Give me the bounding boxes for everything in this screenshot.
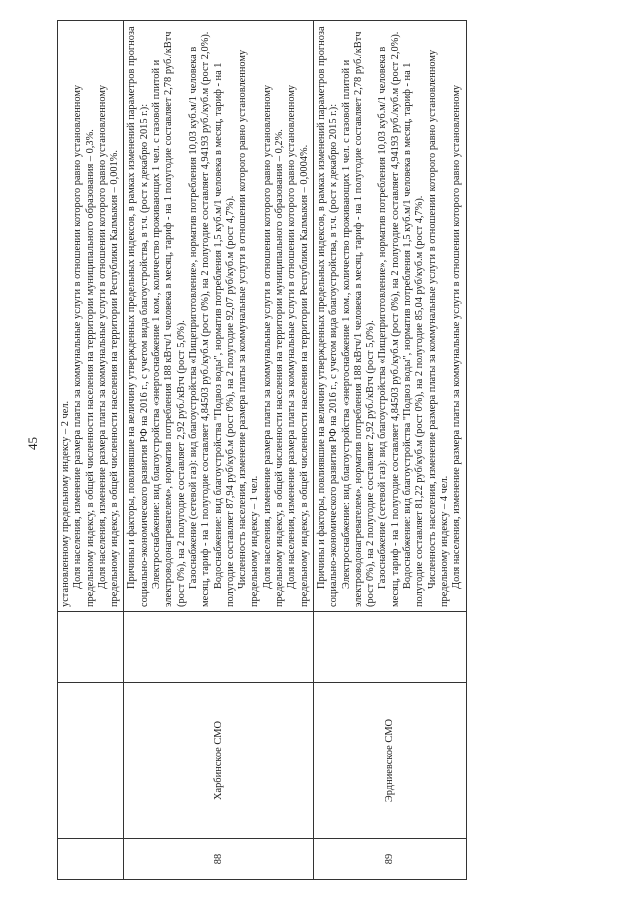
page-number: 45 [25, 437, 40, 450]
paragraph: Электроснабжение: вид благоустройства «энергоснабжение 1 ком., количество проживающих 1 чел. с газовой плитой и электроводонагревателем», норматив потребления 188 кВтч/1 человека в месяц, тариф - на 1 полугодие составляет 2,78 руб./кВтч (рост 0%), на 2 полугодие составляет 2,92 руб./кВтч (рост 5,0%). [340, 31, 377, 607]
cell-name-empty [58, 683, 124, 839]
paragraph: Доля населения, изменение размера платы за коммунальные услуги в отношении которого равно установленному предельному индексу, в общей численности населения на территории Республики Калмыкия – 0,001%. [96, 84, 121, 607]
cell-empty [313, 612, 466, 683]
paragraph: Численность населения, изменение размера платы за коммунальные услуги в отношении которого равно установленному предельному индексу – 4 чел. [426, 49, 450, 607]
row-number: 88 [124, 839, 313, 880]
paragraph: Доля населения, изменение размера платы за коммунальные услуги в отношении которого равно установленному предельному индексу, в общей численности населения на территории муниципального образования – 0,2%. [261, 84, 286, 607]
municipality-name: Эрдниевское СМО [313, 683, 466, 839]
cell-continuation-text [58, 21, 124, 612]
municipality-name: Харбинское СМО [124, 683, 313, 839]
cell-empty [58, 612, 124, 683]
paragraph: Причины и факторы, повлиявшие на величину утвержденных предельных индексов, в рамках изменений параметров прогноза социально-экономического развития РФ на 2016 г., с учетом вида благоустройства, в т.ч. (рост к декабрю 2015 г.): [315, 26, 340, 607]
paragraph: Доля населения, изменение размера платы за коммунальные услуги в отношении которого равно установленному предельному индексу, в общей численности населения на территории муниципального образования – 0,3%. [72, 84, 96, 607]
paragraph: Водоснабжение: вид благоустройства "Подвоз воды", норматив потребления 1,5 куб.м/1 человека в месяц, тариф - на 1 полугодие составляет 87,94 руб/куб.м (рост 0%), на 2 полугодие 92,07 руб/куб.м (рост 4,7%). [212, 62, 236, 607]
cell-empty [124, 612, 313, 683]
cell-description [313, 21, 466, 612]
paragraph: Доля населения, изменение размера платы за коммунальные услуги в отношении которого равно установленному предельному индексу, в общей численности населения на территории Республики Калмыкия – 0,0004%. [286, 84, 310, 607]
paragraph: Газоснабжение (сетевой газ): вид благоустройства «Пищеприготовление», норматив потребления 10,03 куб.м/1 человека в месяц, тариф - на 1 полугодие составляет 4,84503 руб./куб.м (рост 0%), на 2 полугодие составляет 4,94193 руб./куб.м (рост 2,0%). [187, 31, 212, 607]
table-row [124, 21, 313, 880]
paragraph: Водоснабжение: вид благоустройства "Подвоз воды", норматив потребления 1,5 куб.м/1 человека в месяц, тариф - на 1 полугодие составляет 81,22 руб/куб.м (рост 0%), на 2 полугодие 85,04 руб/куб.м (рост 4,7%). [402, 62, 426, 607]
rotated-page [57, 20, 597, 880]
table-row [313, 21, 466, 880]
paragraph: Электроснабжение: вид благоустройства «энергоснабжение 1 ком., количество проживающих 1 чел. с газовой плитой и электроводонагревателем», норматив потребления 188 кВтч/1 человека в месяц, тариф - на 1 полугодие составляет 2,78 руб./кВтч (рост 0%), на 2 полугодие составляет 2,92 руб./кВтч (рост 5,0%). [151, 31, 187, 607]
municipal-index-table [57, 20, 467, 880]
table-row-continuation [58, 21, 124, 880]
paragraph: Численность населения, изменение размера платы за коммунальные услуги в отношении которого равно установленному предельному индексу – 1 чел. [237, 49, 261, 607]
paragraph: установленному предельному индексу – 2 чел. [60, 400, 71, 607]
paragraph: Газоснабжение (сетевой газ): вид благоустройства «Пищеприготовление», норматив потребления 10,03 куб.м/1 человека в месяц, тариф - на 1 полугодие составляет 4,84503 руб./куб.м (рост 0%), на 2 полугодие составляет 4,94193 руб./куб.м (рост 2,0%). [377, 31, 401, 607]
paragraph: Доля населения, изменение размера платы за коммунальные услуги в отношении которого равно установленному [451, 84, 463, 589]
row-number: 89 [313, 839, 466, 880]
paragraph: Причины и факторы, повлиявшие на величину утвержденных предельных индексов, в рамках изменений параметров прогноза социально-экономического развития РФ на 2016 г., с учетом вида благоустройства, в т.ч. (рост к декабрю 2015 г.): [126, 26, 150, 607]
cell-description [124, 21, 313, 612]
cell-num-empty [58, 839, 124, 880]
